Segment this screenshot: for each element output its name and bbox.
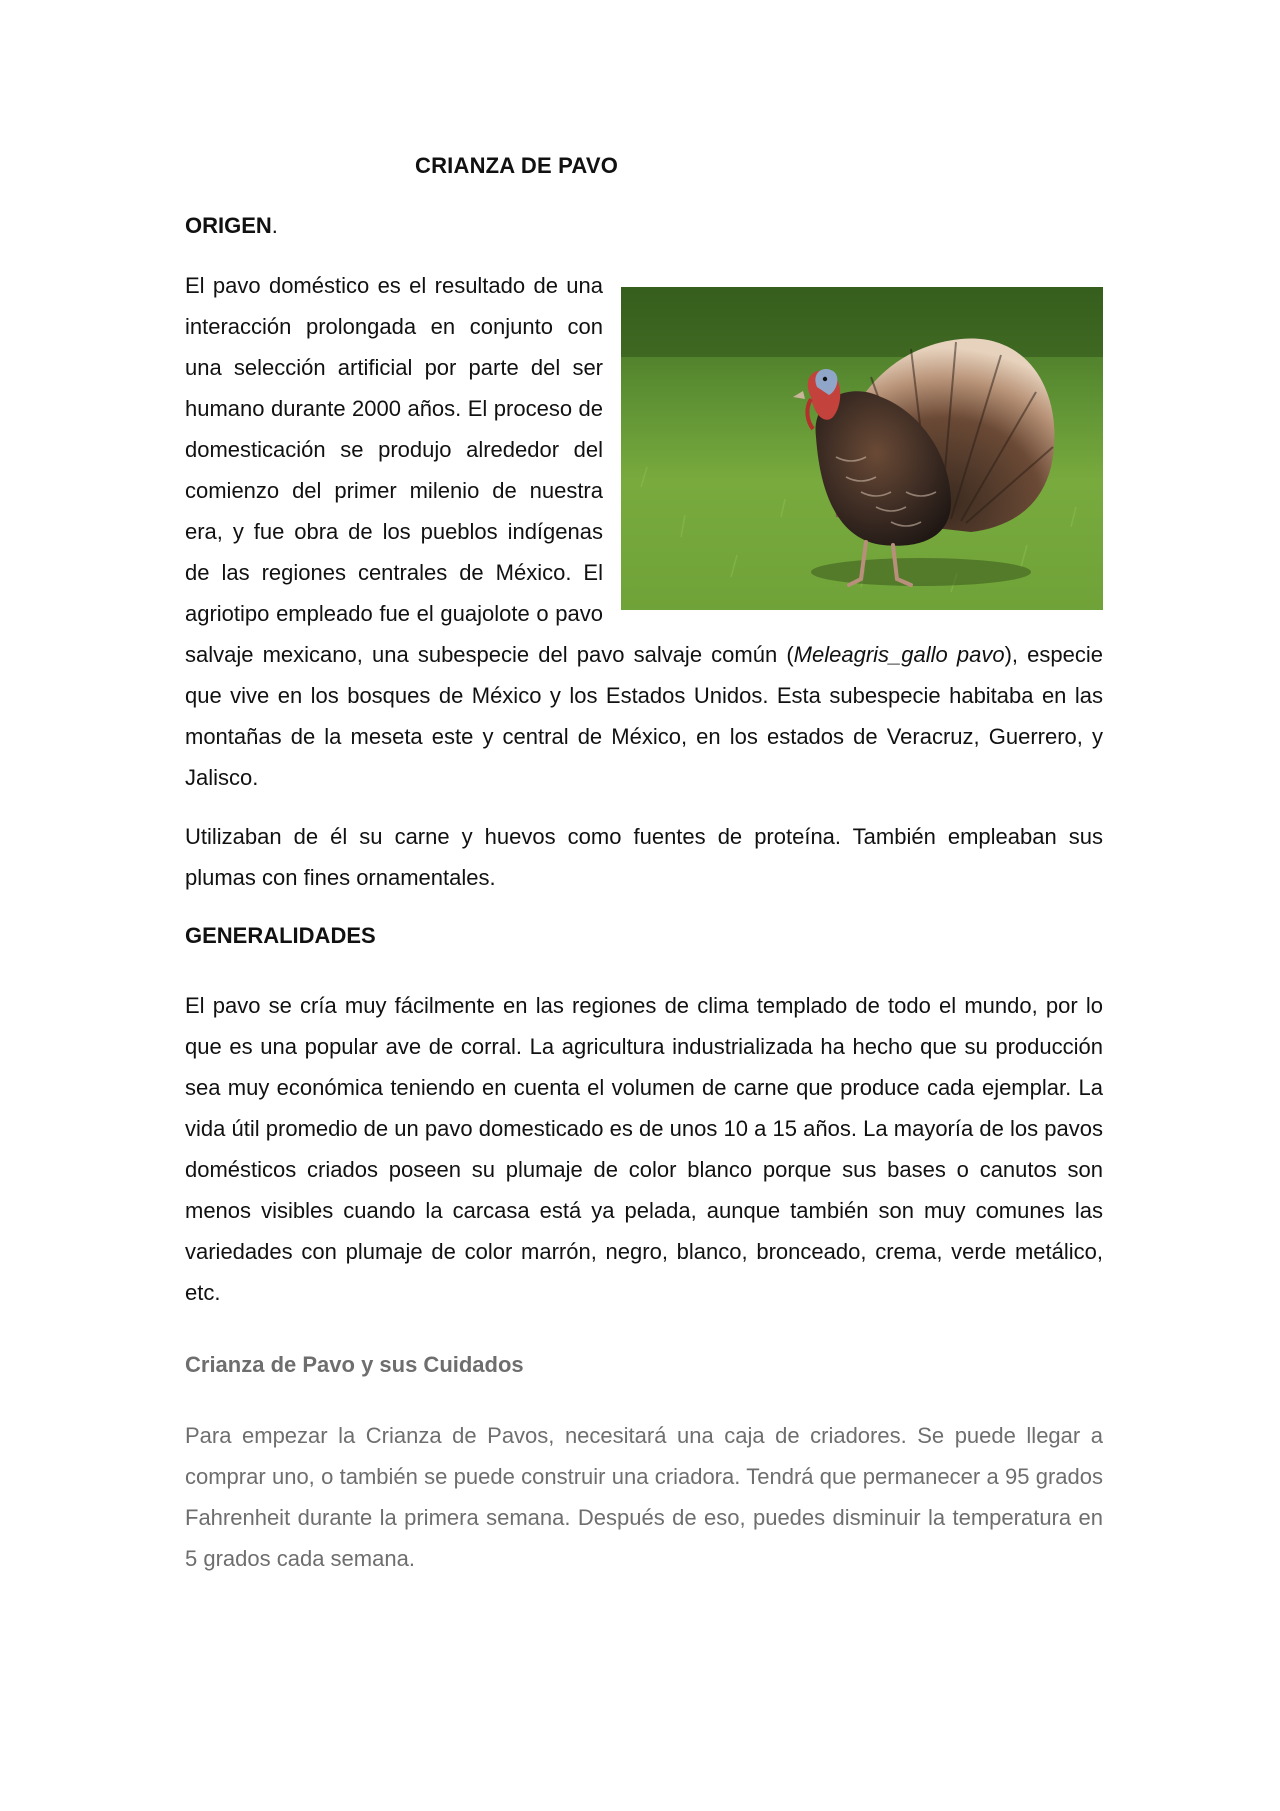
cuidados-paragraph: Para empezar la Crianza de Pavos, necesitará una caja de criadores. Se puede llegar a comprar uno, o también se puede construir una criadora. Tendrá que permanecer a 95 grados Fahrenheit durante la primera semana. Después de eso, puedes disminuir la temperatura en 5 grados cada semana. (185, 1423, 1103, 1571)
turkey-photo-icon (621, 287, 1103, 610)
origen-heading-period: . (271, 213, 278, 238)
generalidades-heading: GENERALIDADES (185, 923, 376, 948)
origen-heading (185, 213, 278, 239)
turkey-photo (621, 287, 1103, 610)
origen-paragraph-1-text-a: El pavo doméstico es el resultado de una interacción prolongada en conjunto con una selección artificial por parte del ser humano durante 2000 años. El proceso de domesticación se produjo alrededor del comienzo del primer milenio de nuestra era, y fue obra de los pueblos indígenas de las regiones centrales de México. El agriotipo empleado fue el guajolote o pavo salvaje mexicano, una subespecie del pavo salvaje común ( (185, 273, 794, 667)
origen-paragraph-2: Utilizaban de él su carne y huevos como fuentes de proteína. También empleaban sus plumas con fines ornamentales. (185, 824, 1103, 890)
scientific-name: Meleagris_gallo pavo (793, 642, 1005, 667)
document-title: CRIANZA DE PAVO (415, 153, 619, 178)
generalidades-paragraph: El pavo se cría muy fácilmente en las regiones de clima templado de todo el mundo, por lo que es una popular ave de corral. La agricultura industrializada ha hecho que su producción sea muy económica teniendo en cuenta el volumen de carne que produce cada ejemplar. La vida útil promedio de un pavo domesticado es de unos 10 a 15 años. La mayoría de los pavos domésticos criados poseen su plumaje de color blanco porque sus bases o canutos son menos visibles cuando la carcasa está ya pelada, aunque también son muy comunes las variedades con plumaje de color marrón, negro, blanco, bronceado, crema, verde metálico, etc. (185, 993, 1103, 1305)
cuidados-heading: Crianza de Pavo y sus Cuidados (185, 1352, 524, 1377)
origen-heading-text: ORIGEN (185, 213, 272, 238)
origen-paragraph-1-text-b: ), especie que vive en los bosques de México y los Estados Unidos. Esta subespecie habitaba en las montañas de la meseta este y central de México, en los estados de Veracruz, Guerrero, y Jalisco. (185, 642, 1103, 790)
